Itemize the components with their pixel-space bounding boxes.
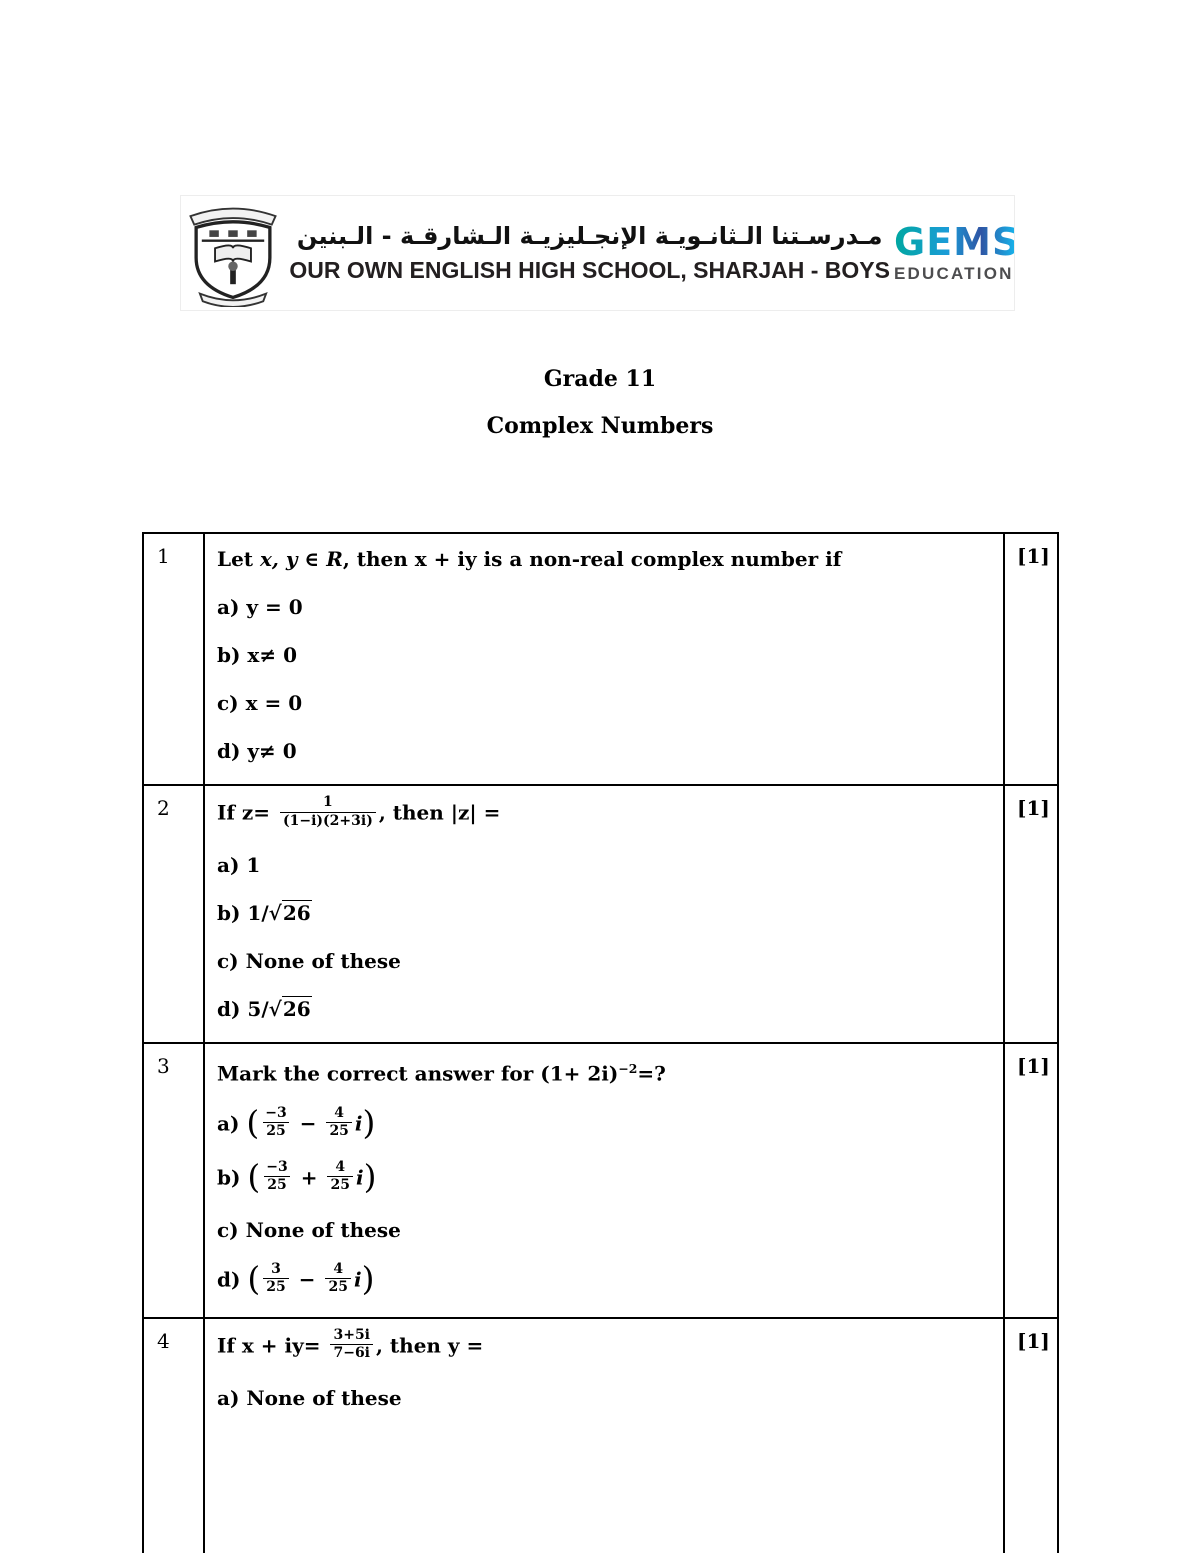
question-options [217, 1103, 989, 1299]
school-name-arabic: مـدرسـتنا الـثانـويـة الإنجـليزيـة الـشارقـة - الـبنين [296, 222, 883, 251]
math-italic: i [353, 1267, 362, 1292]
questions-body [143, 533, 1058, 1553]
math-fraction [262, 1105, 289, 1141]
question-row [143, 533, 1058, 785]
question-row [143, 1043, 1058, 1318]
fraction-denominator: 25 [264, 1176, 289, 1195]
math-paren: ( [247, 1259, 261, 1299]
gems-logo-subtitle: EDUCATION [894, 263, 1014, 283]
question-number: 3 [143, 1043, 204, 1318]
fraction-denominator: 25 [263, 1278, 288, 1297]
question-marks: [1] [1004, 533, 1058, 785]
sqrt-radicand: 26 [282, 901, 311, 925]
math-paren: ) [362, 1103, 376, 1143]
fraction-numerator: 4 [335, 1158, 346, 1175]
question-stem: Let x, y ∈ R, then x + iy is a non-real complex number if [217, 547, 842, 571]
fraction-numerator: −3 [266, 1158, 288, 1175]
question-marks: [1] [1004, 1318, 1058, 1553]
math-fraction [280, 794, 376, 830]
school-crest-icon [181, 199, 285, 307]
grade-title: Grade 11 [543, 366, 657, 392]
question-number: 4 [143, 1318, 204, 1553]
math-paren: ( [246, 1103, 260, 1143]
question-number: 2 [143, 785, 204, 1043]
question-option: d) ( $\frac{3}{25}$ − $\frac{4}{25}$ i) [217, 1259, 375, 1299]
fraction-denominator: 25 [326, 1122, 351, 1141]
question-marks: [1] [1004, 1043, 1058, 1318]
question-options [217, 850, 989, 1024]
math-italic: i [355, 1165, 364, 1190]
math-fraction [330, 1327, 373, 1363]
math-fraction [326, 1105, 351, 1141]
question-option: a) None of these [217, 1385, 402, 1410]
fraction-numerator: 4 [334, 1104, 345, 1121]
gems-logo-text: GEMS [894, 219, 1021, 264]
school-name-english: OUR OWN ENGLISH HIGH SCHOOL, SHARJAH - BOYS [289, 256, 890, 283]
school-crest-logo [181, 199, 285, 307]
gems-education-logo [894, 219, 1021, 284]
math-paren: ) [361, 1259, 375, 1299]
fraction-denominator: (1−i)(2+3i) [280, 812, 376, 831]
fraction-denominator: 7−6i [330, 1344, 373, 1363]
question-row [143, 785, 1058, 1043]
question-stem: If x + iy= $\frac{3+5i}{7-6i}$ , then y = [217, 1326, 484, 1362]
question-option: c) x = 0 [217, 691, 303, 715]
subject-title: Complex Numbers [486, 413, 714, 439]
question-cell [204, 533, 1004, 785]
question-option: b) x≠ 0 [217, 643, 297, 667]
fraction-numerator: 3+5i [333, 1326, 370, 1343]
math-fraction [325, 1261, 350, 1297]
question-option: a) ( $\frac{-3}{25}$ − $\frac{4}{25}$ i) [217, 1103, 376, 1143]
question-option: c) None of these [217, 949, 401, 973]
questions-table [142, 532, 1059, 1553]
question-marks: [1] [1004, 785, 1058, 1043]
question-cell [204, 1043, 1004, 1318]
math-sqrt: √26 [268, 901, 311, 925]
question-row [143, 1318, 1058, 1553]
fraction-numerator: 3 [271, 1260, 281, 1277]
math-italic: x, y ∈ R [260, 547, 343, 571]
question-option: b) ( $\frac{-3}{25}$ + $\frac{4}{25}$ i) [217, 1157, 377, 1197]
question-option: d) 5/√26 [217, 997, 311, 1021]
question-option: c) None of these [217, 1217, 401, 1242]
math-fraction [327, 1159, 352, 1195]
question-options [217, 592, 989, 766]
math-italic: i [354, 1111, 363, 1136]
question-stem: If z= $\frac{1}{(1-i)(2+3i)}$ , then |z| = [217, 794, 501, 829]
fraction-denominator: 25 [327, 1176, 352, 1195]
school-names [285, 222, 894, 284]
math-fraction [263, 1261, 288, 1297]
document-title [0, 366, 1200, 439]
question-number: 1 [143, 533, 204, 785]
question-cell [204, 1318, 1004, 1553]
question-option: a) 1 [217, 853, 261, 877]
math-fraction [263, 1159, 290, 1195]
question-stem: Mark the correct answer for $(1+ 2i)^{-2}=$? [217, 1061, 666, 1086]
fraction-denominator: 25 [325, 1278, 350, 1297]
math-paren: ( [247, 1157, 261, 1197]
sqrt-radicand: 26 [282, 997, 311, 1021]
question-cell [204, 785, 1004, 1043]
question-option: d) y≠ 0 [217, 739, 297, 763]
fraction-numerator: −3 [265, 1104, 287, 1121]
question-option: a) y = 0 [217, 595, 303, 619]
question-option: b) 1/√26 [217, 901, 311, 925]
math-paren: ) [363, 1157, 377, 1197]
fraction-denominator: 25 [263, 1122, 288, 1141]
fraction-numerator: 1 [323, 794, 333, 810]
school-header [180, 195, 1021, 311]
fraction-numerator: 4 [333, 1260, 344, 1277]
math-sqrt: √26 [268, 997, 311, 1021]
question-options [217, 1383, 989, 1413]
math-superscript: −2 [618, 1061, 638, 1076]
